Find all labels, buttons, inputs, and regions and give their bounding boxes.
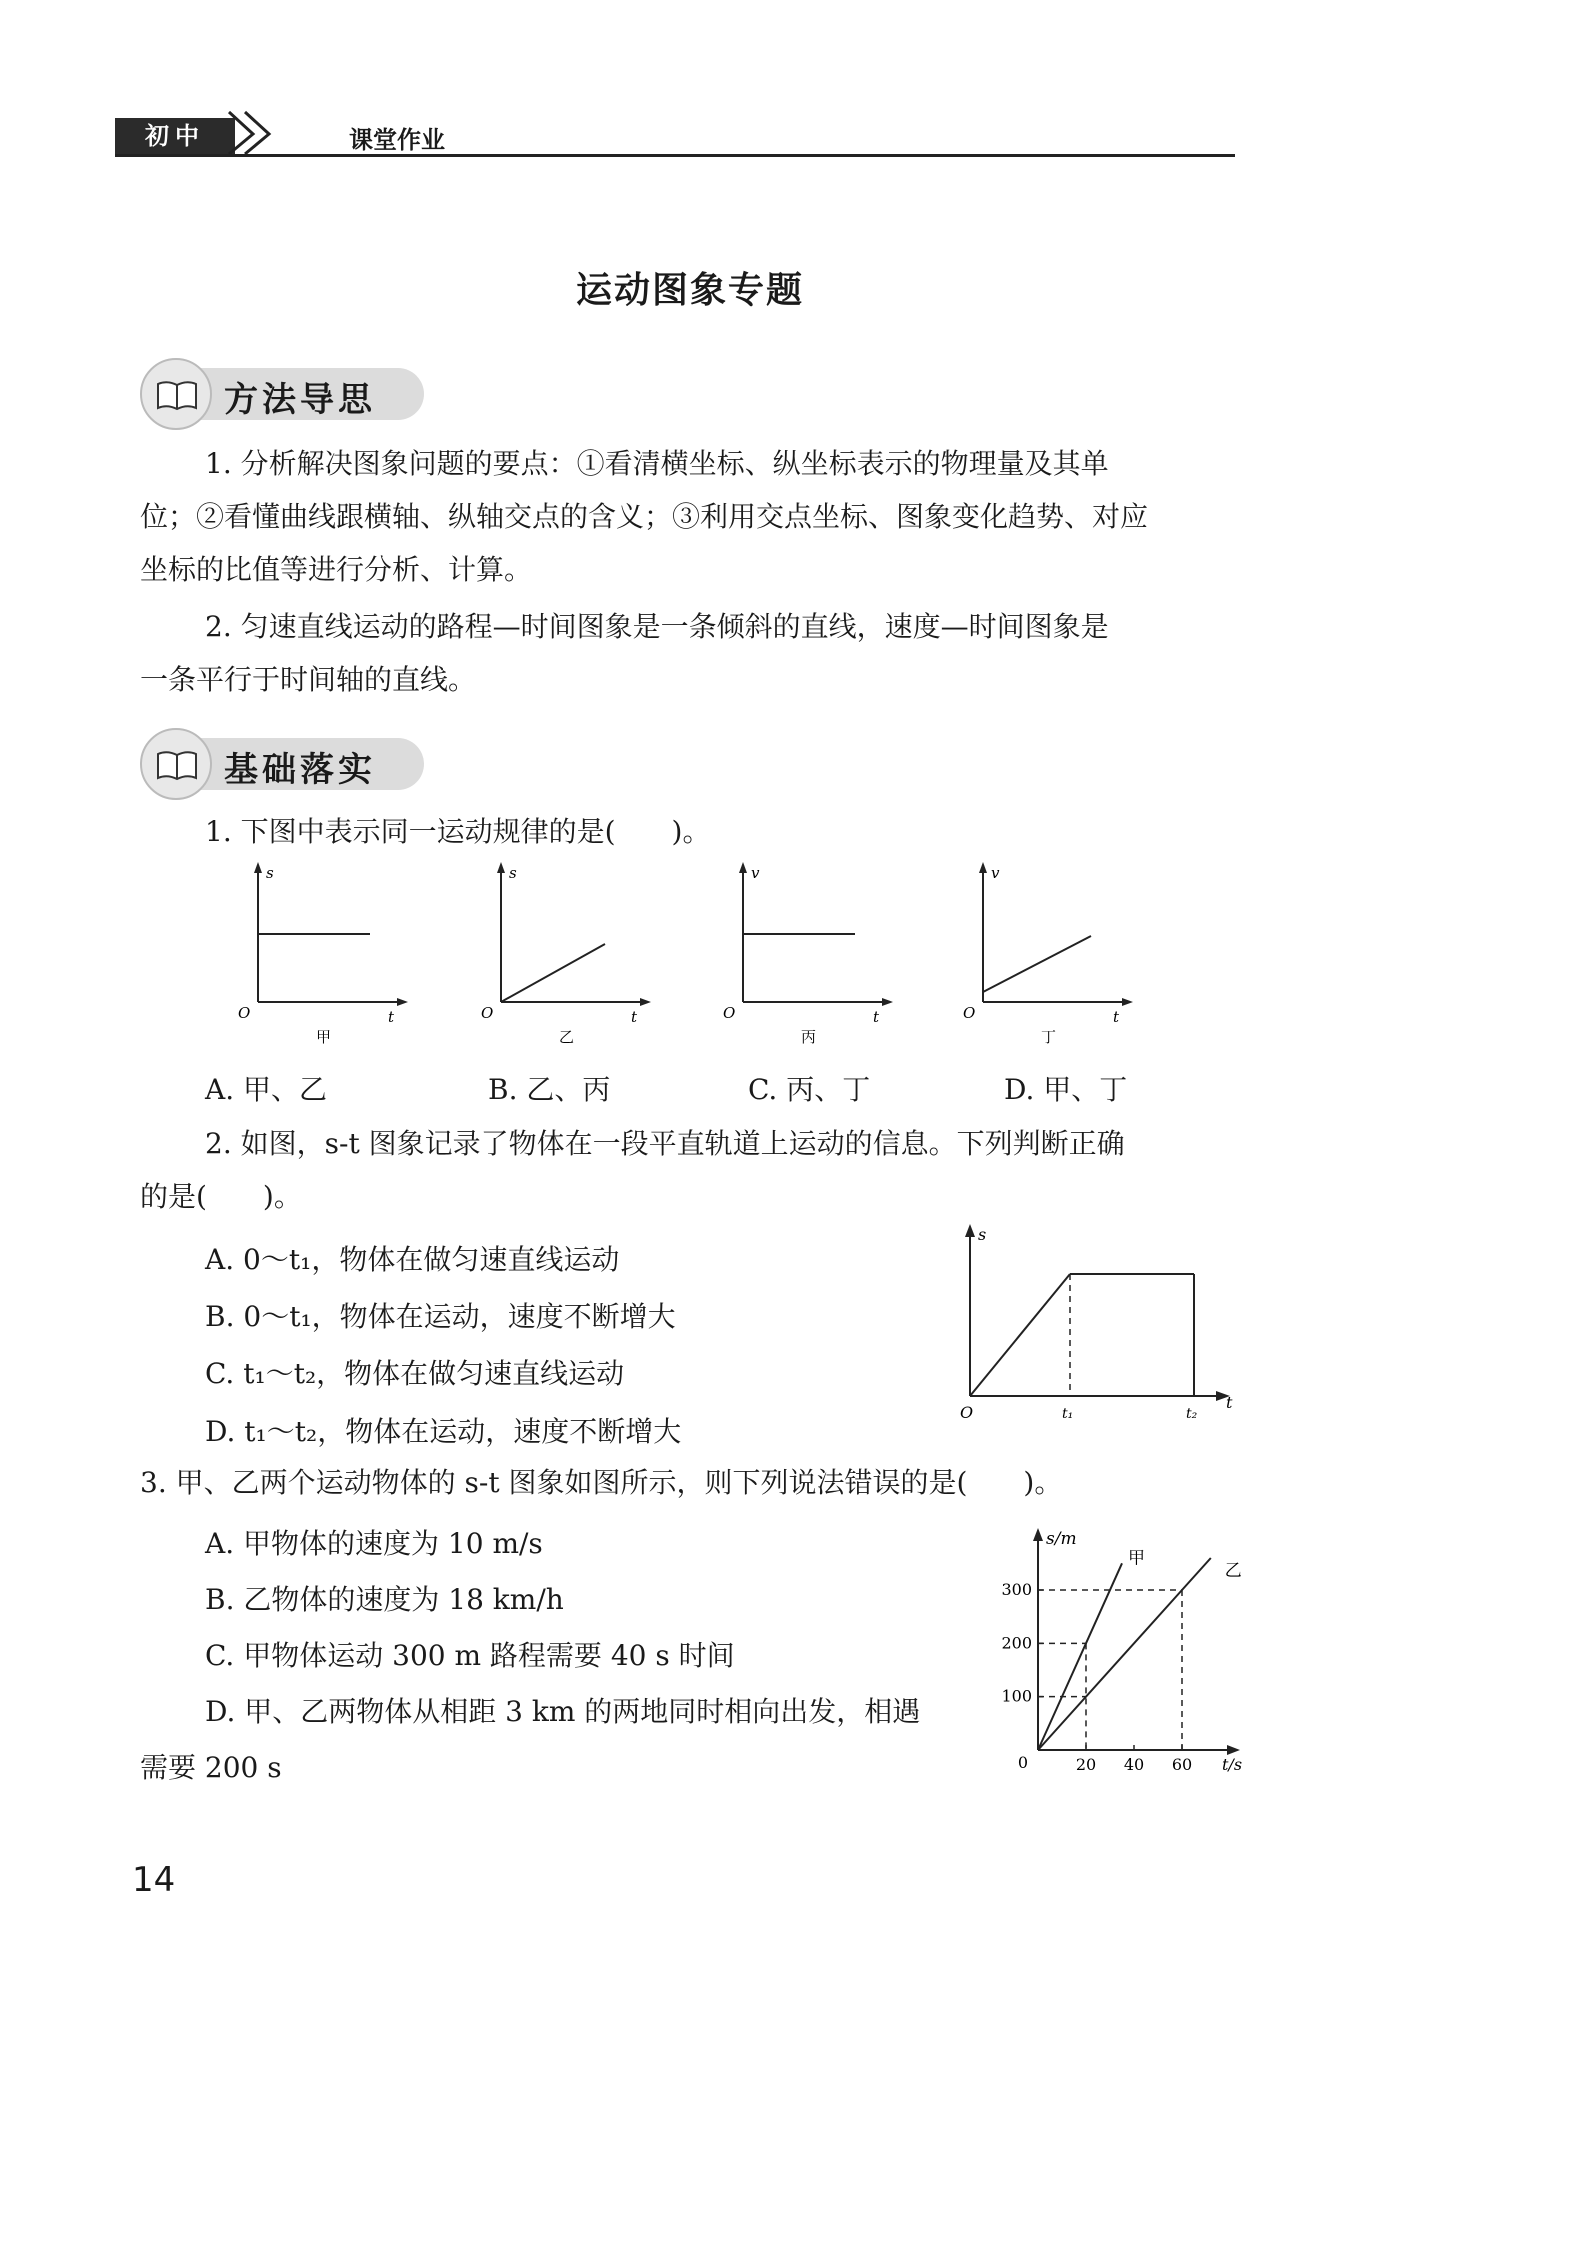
graph-caption: 乙 <box>559 1028 575 1046</box>
graph-ding <box>955 860 1145 1050</box>
graph-line <box>983 936 1091 992</box>
graph-yi <box>473 860 663 1050</box>
question-2-stem-line-2: 的是( )。 <box>140 1180 302 1213</box>
question-2-option-b: B. 0～t₁，物体在运动，速度不断增大 <box>205 1300 676 1333</box>
question-3-option-d-continued: 需要 200 s <box>140 1751 282 1784</box>
method-paragraph-1-line-1: 1. 分析解决图象问题的要点：①看清横坐标、纵坐标表示的物理量及其单 <box>205 447 1109 480</box>
section-heading-circle <box>140 728 212 800</box>
question-3-option-c: C. 甲物体运动 300 m 路程需要 40 s 时间 <box>205 1639 735 1672</box>
graph-xlabel: t <box>388 1008 395 1026</box>
graph-origin: O <box>481 1004 494 1022</box>
graph-origin: O <box>723 1004 736 1022</box>
x-tick-label: 40 <box>1123 1755 1145 1774</box>
section-heading-basics <box>140 728 440 794</box>
series-label: 乙 <box>1224 1561 1242 1581</box>
graph-t1-label: t₁ <box>1062 1406 1074 1422</box>
graph-bing <box>715 860 905 1050</box>
y-tick-label: 200 <box>1001 1633 1032 1653</box>
graph-xlabel: t <box>1113 1008 1120 1026</box>
section-heading-label: 基础落实 <box>224 750 376 790</box>
grade-badge: 初中 <box>115 118 235 154</box>
origin-label: 0 <box>1017 1753 1028 1772</box>
question-3-option-d: D. 甲、乙两物体从相距 3 km 的两地同时相向出发，相遇 <box>205 1695 921 1728</box>
method-paragraph-2-line-2: 一条平行于时间轴的直线。 <box>140 663 477 696</box>
double-chevron-icon <box>211 108 331 156</box>
graph-ylabel: s <box>266 864 274 882</box>
graph-origin: O <box>960 1403 974 1422</box>
series-label: 甲 <box>1128 1548 1145 1569</box>
graph-question-2 <box>950 1218 1250 1428</box>
graph-rising-segment <box>970 1274 1070 1396</box>
question-2-option-a: A. 0～t₁，物体在做匀速直线运动 <box>205 1243 620 1276</box>
y-axis-label: s/m <box>1046 1529 1077 1549</box>
x-tick-label: 60 <box>1171 1755 1193 1774</box>
series-line-jia <box>1038 1563 1122 1750</box>
y-tick-label: 300 <box>1001 1580 1032 1599</box>
x-axis-label: t/s <box>1222 1755 1243 1774</box>
graph-origin: O <box>238 1004 251 1022</box>
graph-line <box>501 944 605 1002</box>
method-paragraph-2-line-1: 2. 匀速直线运动的路程—时间图象是一条倾斜的直线，速度—时间图象是 <box>205 610 1109 643</box>
graph-ylabel: s <box>978 1225 987 1244</box>
question-2-stem-line-1: 2. 如图，s-t 图象记录了物体在一段平直轨道上运动的信息。下列判断正确 <box>205 1127 1125 1160</box>
graph-ylabel: v <box>991 864 1000 882</box>
section-heading-circle <box>140 358 212 430</box>
method-paragraph-1-line-3: 坐标的比值等进行分析、计算。 <box>140 553 533 586</box>
x-tick-label: 20 <box>1075 1755 1097 1774</box>
graph-t2-label: t₂ <box>1186 1406 1198 1422</box>
open-book-icon <box>156 378 198 412</box>
question-1-option-c: C. 丙、丁 <box>748 1073 871 1106</box>
y-axis-arrow <box>1033 1528 1043 1541</box>
question-2-option-c: C. t₁～t₂，物体在做匀速直线运动 <box>205 1357 625 1390</box>
graph-jia <box>230 860 420 1050</box>
page-number: 14 <box>132 1860 176 1900</box>
y-tick-label: 100 <box>1001 1686 1032 1706</box>
series-line-yi <box>1038 1558 1211 1750</box>
graph-ylabel: v <box>751 864 760 882</box>
question-1-option-a: A. 甲、乙 <box>205 1073 328 1106</box>
x-axis-arrow <box>1227 1745 1240 1755</box>
graph-caption: 甲 <box>316 1028 332 1046</box>
graph-ylabel: s <box>509 864 517 882</box>
page-title: 运动图象专题 <box>575 269 804 311</box>
question-3-option-a: A. 甲物体的速度为 10 m/s <box>205 1527 543 1560</box>
graph-xlabel: t <box>631 1008 638 1026</box>
header-title: 课堂作业 <box>349 126 445 154</box>
graph-xlabel: t <box>873 1008 880 1026</box>
question-1-option-d: D. 甲、丁 <box>1004 1073 1128 1106</box>
graph-caption: 丙 <box>801 1028 817 1046</box>
chart-series <box>1038 1558 1211 1750</box>
graph-origin: O <box>963 1004 976 1022</box>
chart-question-3 <box>990 1520 1250 1790</box>
question-3-option-b: B. 乙物体的速度为 18 km/h <box>205 1583 564 1616</box>
graph-caption: 丁 <box>1041 1028 1057 1046</box>
section-heading-label: 方法导思 <box>224 380 376 420</box>
graph-xlabel: t <box>1226 1393 1233 1412</box>
header-rule <box>115 154 1235 157</box>
question-3-stem: 3. 甲、乙两个运动物体的 s-t 图象如图所示，则下列说法错误的是( )。 <box>140 1466 1063 1499</box>
method-paragraph-1-line-2: 位；②看懂曲线跟横轴、纵轴交点的含义；③利用交点坐标、图象变化趋势、对应 <box>140 500 1149 533</box>
question-1-option-b: B. 乙、丙 <box>488 1073 611 1106</box>
page-header <box>115 108 1235 152</box>
open-book-icon <box>156 748 198 782</box>
question-1-stem: 1. 下图中表示同一运动规律的是( )。 <box>205 815 711 848</box>
section-heading-method <box>140 358 440 424</box>
question-2-option-d: D. t₁～t₂，物体在运动，速度不断增大 <box>205 1415 682 1448</box>
